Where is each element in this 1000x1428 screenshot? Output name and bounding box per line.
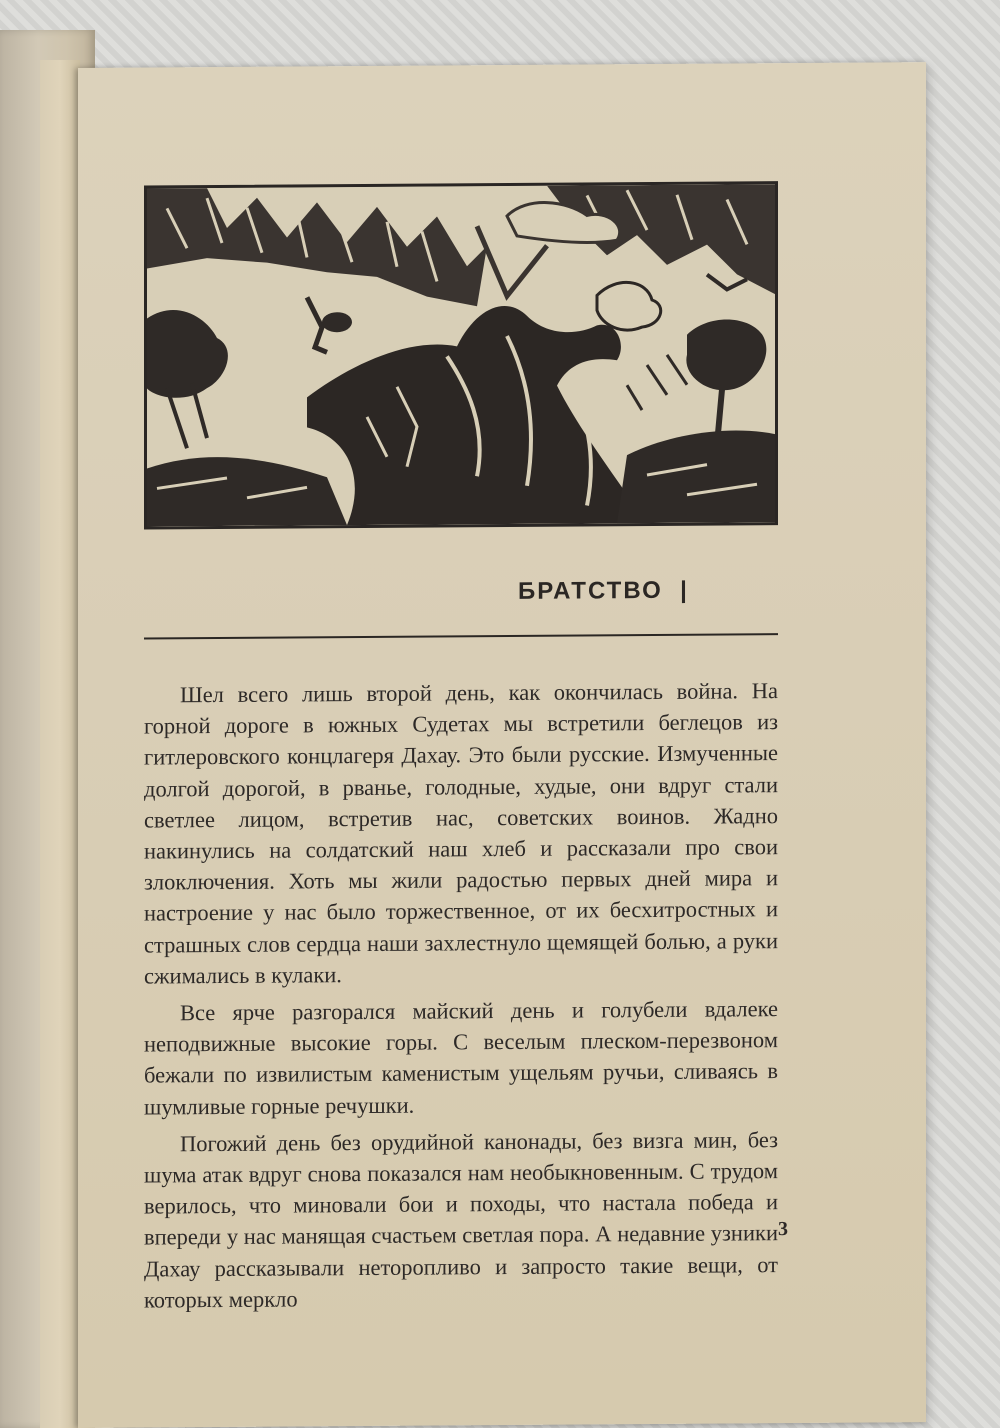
book-page	[78, 62, 926, 1428]
section-divider	[144, 633, 778, 639]
paragraph: Погожий день без орудийной канонады, без визга мин, без шума атак вдруг снова показался нам необыкновенным. С трудом верилось, что миновали бои и походы, что настала победа и впереди у нас манящая счастьем светлая пора. А недавние узники Дахау рассказывали неторопливо и запросто такие вещи, от которых меркло	[144, 1126, 778, 1313]
body-text	[144, 675, 778, 1321]
woodcut-illustration	[144, 181, 778, 529]
mountain-landscape-image	[147, 184, 775, 526]
chapter-title-text: БРАТСТВО	[518, 576, 663, 605]
paragraph: Все ярче разгорался майский день и голубели вдалеке неподвижные высокие горы. С веселым плеском-перезвоном бежали по извилистым каменистым ущельям ручьи, сливаясь в шумливые горные речушки.	[144, 996, 778, 1120]
page-number: 3	[778, 1218, 788, 1241]
paragraph: Шел всего лишь второй день, как окончилась война. На горной дороге в южных Судетах мы встретили беглецов из гитлеровского концлагеря Дахау. Это были русские. Измученные долгой дорогой, в рванье, голодные, худые, они вдруг стали светлее лицом, встретив нас, советских воинов. Жадно накинулись на солдатский наш хлеб и рассказали про свои злоключения. Хоть мы жили радостью первых дней мира и настроение у нас было торжественное, от их бесхитростных и страшных слов сердца наши захлестнуло щемящей болью, а руки сжимались в кулаки.	[144, 678, 778, 989]
title-bar-ornament: |	[671, 576, 689, 604]
previous-page-edge	[40, 60, 80, 1428]
chapter-title	[518, 576, 798, 606]
